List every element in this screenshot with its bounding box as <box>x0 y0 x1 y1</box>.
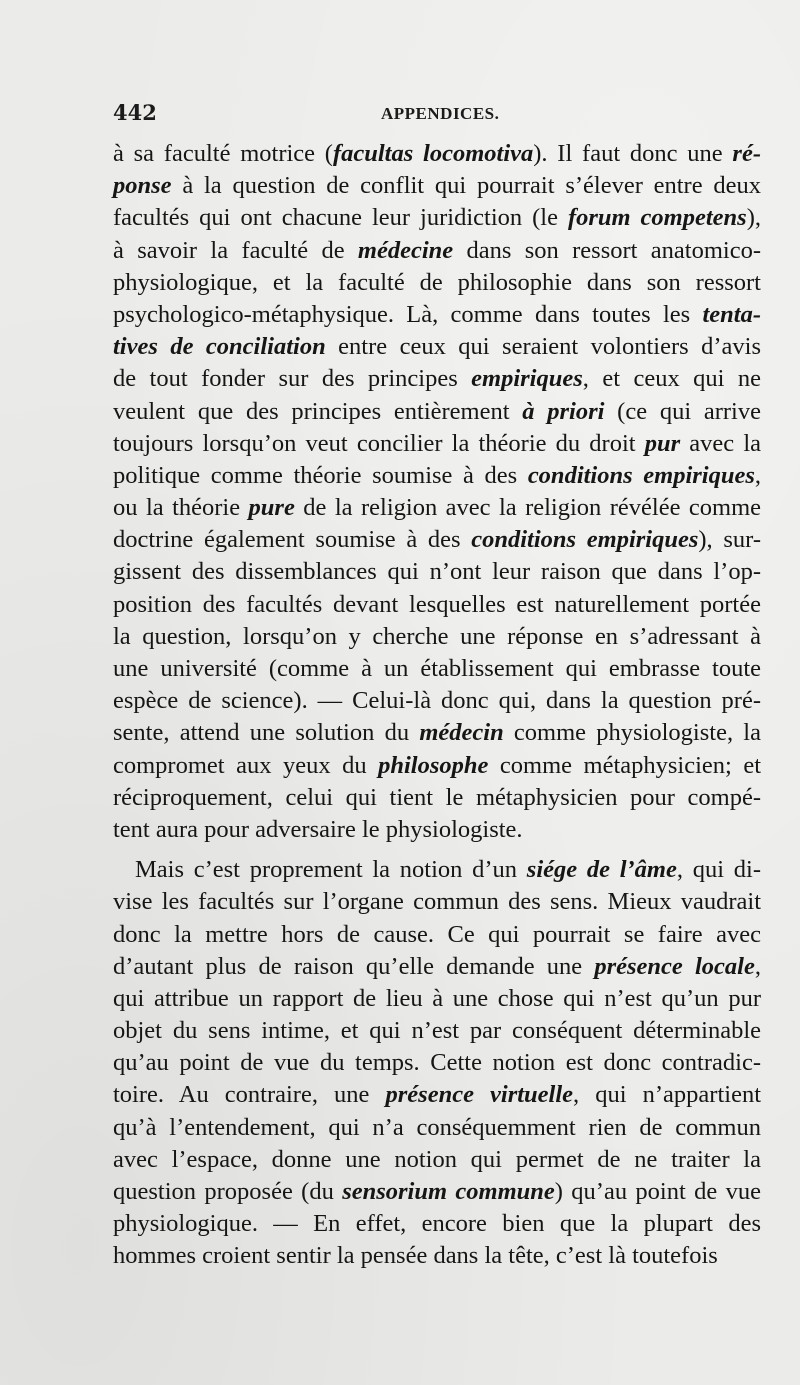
paragraph-1 <box>113 138 761 846</box>
text-line <box>113 854 761 886</box>
italic-text: médecin <box>419 719 504 747</box>
text-run: comme métaphysicien; et <box>488 751 762 779</box>
text-run: vise les facultés sur l’organe commun des sens. Mieux vaudrait <box>113 888 761 916</box>
italic-text: tenta- <box>702 300 761 328</box>
text-line <box>113 653 761 685</box>
italic-text: tives de conciliation <box>113 333 326 361</box>
text-line <box>113 886 761 918</box>
text-run: sente, attend une solution du <box>113 719 420 747</box>
text-line <box>113 1079 761 1111</box>
text-run: dans son ressort anatomico- <box>453 236 762 264</box>
text-run: physiologique, et la faculté de philosophie dans son ressort <box>113 268 761 296</box>
paragraph-2 <box>113 854 761 1272</box>
text-line <box>113 556 761 588</box>
text-line <box>113 983 761 1015</box>
text-run: à sa faculté motrice ( <box>113 140 333 167</box>
text-line <box>113 492 761 524</box>
text-line <box>113 589 761 621</box>
italic-text: forum competens <box>567 204 747 232</box>
text-run: gissent des dissemblances qui n’ont leur raison que dans l’op- <box>113 558 761 586</box>
text-run: de tout fonder sur des principes <box>113 365 472 393</box>
text-line <box>113 1208 761 1240</box>
text-run: doctrine également soumise à des <box>113 526 472 554</box>
text-line <box>113 814 761 846</box>
text-run: (ce qui arrive <box>604 397 761 425</box>
text-run: une université (comme à un établissement qui embrasse toute <box>113 655 761 682</box>
text-line <box>113 363 761 395</box>
text-run: à la question de conflit qui pourrait s’élever entre deux <box>171 172 761 200</box>
italic-text: médecine <box>357 236 454 264</box>
text-line <box>113 782 761 814</box>
page-number: 442 <box>113 100 157 125</box>
italic-text: siége de l’âme <box>526 856 677 884</box>
text-run: veulent que des principes entièrement <box>113 397 523 425</box>
text-line <box>113 524 761 556</box>
text-line <box>113 1015 761 1047</box>
italic-text: conditions empiriques <box>527 461 755 489</box>
italic-text: facultas locomotiva <box>332 140 534 167</box>
text-run: facultés qui ont chacune leur juridiction (le <box>113 204 568 232</box>
text-run: la question, lorsqu’on y cherche une réponse en s’adressant à <box>113 622 761 650</box>
text-run: question proposée (du <box>113 1178 343 1205</box>
italic-text: pur <box>644 429 681 457</box>
text-run: , et ceux qui ne <box>582 365 761 393</box>
text-run: compromet aux yeux du <box>113 751 379 779</box>
text-run: psychologico-métaphysique. Là, comme dans toutes les <box>113 300 703 328</box>
italic-text: à priori <box>522 397 605 425</box>
text-run: ou la théorie <box>113 494 249 522</box>
text-run: objet du sens intime, et qui n’est par conséquent déterminable <box>113 1017 761 1045</box>
text-line <box>113 750 761 782</box>
text-run: avec la <box>680 429 761 457</box>
text-line <box>113 685 761 717</box>
text-run: politique comme théorie soumise à des <box>113 461 528 489</box>
text-line <box>113 717 761 749</box>
text-run: position des facultés devant lesquelles est naturellement portée <box>113 590 761 618</box>
italic-text: présence virtuelle <box>385 1081 574 1109</box>
italic-text: présence locale <box>594 952 755 980</box>
text-run: toire. Au contraire, une <box>113 1081 386 1109</box>
text-line <box>113 1112 761 1144</box>
italic-text: ré- <box>732 140 761 167</box>
text-run: hommes croient sentir la pensée dans la tête, c’est là toutefois <box>113 1242 718 1270</box>
text-line <box>113 621 761 653</box>
text-run: réciproquement, celui qui tient le métaphysicien pour compé- <box>113 783 761 811</box>
text-line <box>113 267 761 299</box>
text-run: ) qu’au point de vue <box>554 1178 761 1205</box>
text-line <box>113 396 761 428</box>
text-run: qu’au point de vue du temps. Cette notion est donc contradic- <box>113 1049 761 1077</box>
text-run: , qui di- <box>676 856 761 884</box>
text-run: qu’à l’entendement, qui n’a conséquemment rien de commun <box>113 1113 761 1141</box>
italic-text: pure <box>248 494 295 522</box>
text-run: qui attribue un rapport de lieu à une chose qui n’est qu’un pur <box>113 984 761 1012</box>
italic-text: philosophe <box>378 751 489 779</box>
text-line <box>113 1047 761 1079</box>
text-run: Mais c’est proprement la notion d’un <box>135 856 527 884</box>
text-run: , <box>754 952 761 980</box>
text-run: ). Il faut donc une <box>533 140 733 167</box>
italic-text: sensorium commune <box>342 1178 555 1205</box>
text-run: d’autant plus de raison qu’elle demande une <box>113 952 595 980</box>
text-run: ), <box>746 204 761 232</box>
text-run: avec l’espace, donne une notion qui permet de ne traiter la <box>113 1145 761 1173</box>
text-line <box>113 428 761 460</box>
text-run: , <box>754 461 762 489</box>
text-line <box>113 202 761 234</box>
text-run: physiologique. — En effet, encore bien que la plupart des <box>113 1210 761 1238</box>
text-run: à savoir la faculté de <box>113 236 358 264</box>
text-run: toujours lorsqu’on veut concilier la théorie du droit <box>113 429 645 457</box>
text-run: donc la mettre hors de cause. Ce qui pourrait se faire avec <box>113 920 761 948</box>
text-line <box>113 331 761 363</box>
text-line <box>113 170 761 202</box>
italic-text: empiriques <box>471 365 583 393</box>
text-line <box>113 919 761 951</box>
italic-text: conditions empiriques <box>471 526 699 554</box>
italic-text: ponse <box>113 172 172 200</box>
running-head: APPENDICES. <box>381 104 500 123</box>
text-run: ), sur- <box>698 526 761 554</box>
text-line <box>113 460 761 492</box>
text-run: comme physiologiste, la <box>503 719 761 747</box>
text-line <box>113 1240 761 1272</box>
body-text <box>113 138 761 1273</box>
text-run: espèce de science). — Celui-là donc qui, dans la question pré- <box>113 687 761 715</box>
text-run: , qui n’appartient <box>573 1081 762 1109</box>
text-line <box>113 299 761 331</box>
text-line <box>113 1176 761 1208</box>
text-line <box>113 1144 761 1176</box>
text-run: de la religion avec la religion révélée comme <box>294 494 762 522</box>
text-run: entre ceux qui seraient volontiers d’avis <box>325 333 761 361</box>
page-header <box>113 100 753 130</box>
text-line <box>113 235 761 267</box>
text-line <box>113 138 761 170</box>
text-run: tent aura pour adversaire le physiologiste. <box>113 815 523 843</box>
text-line <box>113 951 761 983</box>
